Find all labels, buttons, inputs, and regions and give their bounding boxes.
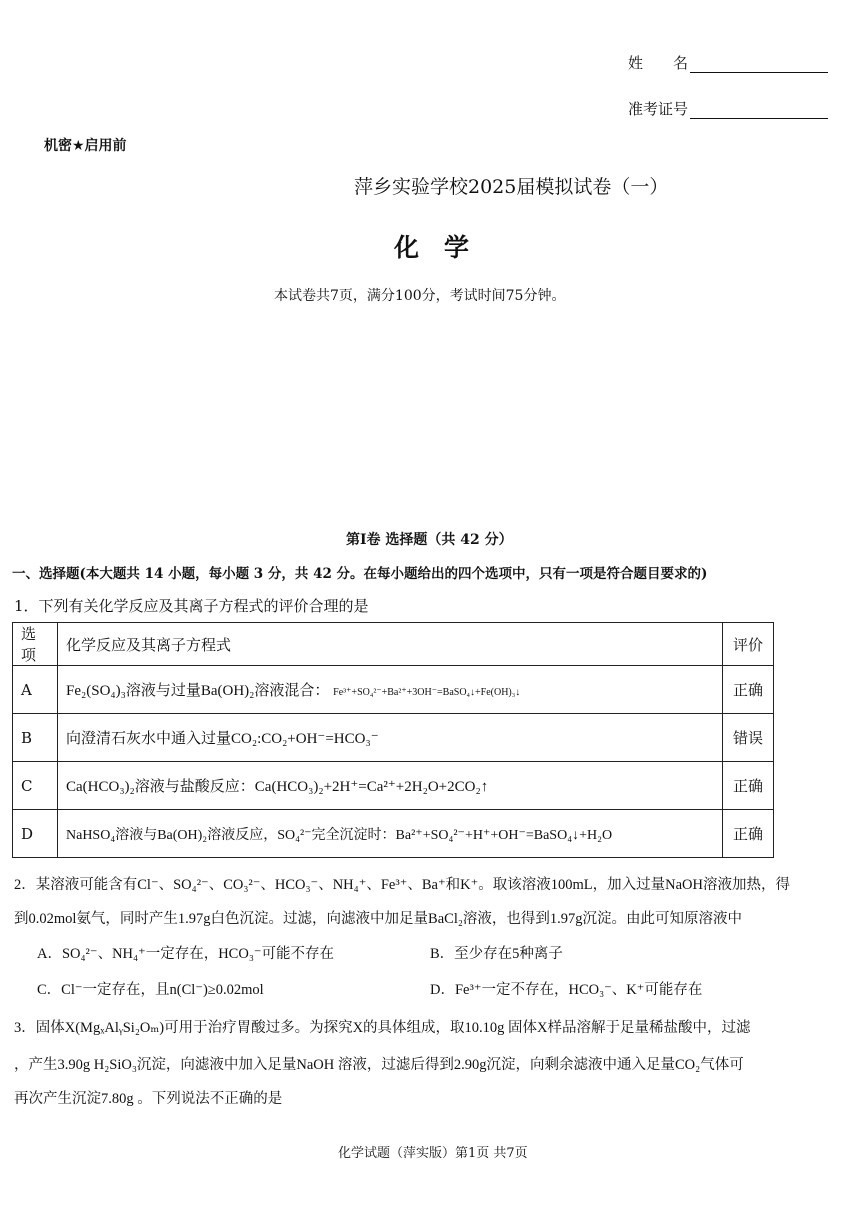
school-title: 萍乡实验学校2025届模拟试卷（一）	[354, 176, 669, 198]
header-evaluation: 评价	[723, 623, 774, 666]
row-evaluation: 正确	[723, 762, 774, 810]
q2-option-d[interactable]: D．Fe³⁺一定不存在，HCO₃⁻、K⁺可能存在	[430, 982, 703, 998]
row-equation-text: Fe₂(SO₄)₃溶液与过量Ba(OH)₂溶液混合：	[66, 683, 330, 699]
header-equation: 化学反应及其离子方程式	[58, 623, 723, 666]
q2-option-b[interactable]: B．至少存在5种离子	[430, 946, 563, 962]
name-label: 姓 名	[628, 54, 689, 72]
row-equation: NaHSO₄溶液与Ba(OH)₂溶液反应，SO₄²⁻完全沉淀时：Ba²⁺+SO₄²⁻+H⁺+OH⁻=BaSO₄↓+H₂O	[58, 810, 723, 858]
row-equation-small: Fe³⁺+SO₄²⁻+Ba²⁺+3OH⁻=BaSO₄↓+Fe(OH)₃↓	[333, 687, 521, 698]
part-one-instructions: 一、选择题(本大题共 14 小题，每小题 3 分，共 42 分。在每小题给出的四个选项中，只有一项是符合题目要求的)	[12, 566, 708, 582]
q3-line1: 3．固体X(MgₓAlᵧSi₂Oₘ)可用于治疗胃酸过多。为探究X的具体组成，取10.10g 固体X样品溶解于足量稀盐酸中，过滤	[14, 1020, 751, 1036]
q3-line2: ，产生3.90g H₂SiO₃沉淀，向滤液中加入足量NaOH 溶液，过滤后得到2.90g沉淀，向剩余滤液中通入足量CO₂气体可	[14, 1057, 744, 1073]
q2-stem-line2: 到0.02mol氨气，同时产生1.97g白色沉淀。过滤，向滤液中加足量BaCl₂溶液，也得到1.97g沉淀。由此可知原溶液中	[14, 911, 743, 927]
section-title: 第Ⅰ卷 选择题（共 42 分）	[346, 532, 513, 548]
exam-id-field	[628, 98, 828, 119]
row-evaluation: 错误	[723, 714, 774, 762]
q2-option-a[interactable]: A．SO₄²⁻、NH₄⁺一定存在，HCO₃⁻可能不存在	[37, 946, 335, 962]
name-blank[interactable]	[690, 58, 828, 73]
row-evaluation: 正确	[723, 810, 774, 858]
table-header-row	[13, 623, 774, 666]
table-row	[13, 762, 774, 810]
row-equation: 向澄清石灰水中通入过量CO₂:CO₂+OH⁻=HCO₃⁻	[58, 714, 723, 762]
table-row	[13, 666, 774, 714]
instructions: 本试卷共7页，满分100分，考试时间75分钟。	[274, 288, 566, 304]
header-option: 选项	[13, 623, 58, 666]
table-row	[13, 714, 774, 762]
page-footer: 化学试题（萍实版）第1页 共7页	[338, 1146, 528, 1161]
q3-line3: 再次产生沉淀7.80g 。下列说法不正确的是	[14, 1091, 283, 1107]
q1-table	[12, 622, 774, 858]
name-field	[628, 52, 828, 73]
q2-option-c[interactable]: C．Cl⁻一定存在，且n(Cl⁻)≥0.02mol	[37, 982, 264, 998]
row-equation	[58, 666, 723, 714]
subject-title: 化 学	[394, 233, 470, 262]
exam-id-label: 准考证号	[628, 100, 689, 118]
q1-stem: 1．下列有关化学反应及其离子方程式的评价合理的是	[14, 597, 369, 615]
row-option: D	[13, 810, 58, 858]
row-option: A	[13, 666, 58, 714]
row-option: B	[13, 714, 58, 762]
table-row	[13, 810, 774, 858]
row-option: C	[13, 762, 58, 810]
exam-id-blank[interactable]	[690, 104, 828, 119]
confidential-mark: 机密★启用前	[44, 138, 127, 154]
row-evaluation: 正确	[723, 666, 774, 714]
q2-stem-line1: 2．某溶液可能含有Cl⁻、SO₄²⁻、CO₃²⁻、HCO₃⁻、NH₄⁺、Fe³⁺、Ba⁺和K⁺。取该溶液100mL，加入过量NaOH溶液加热，得	[14, 877, 790, 893]
row-equation: Ca(HCO₃)₂溶液与盐酸反应：Ca(HCO₃)₂+2H⁺=Ca²⁺+2H₂O+2CO₂↑	[58, 762, 723, 810]
